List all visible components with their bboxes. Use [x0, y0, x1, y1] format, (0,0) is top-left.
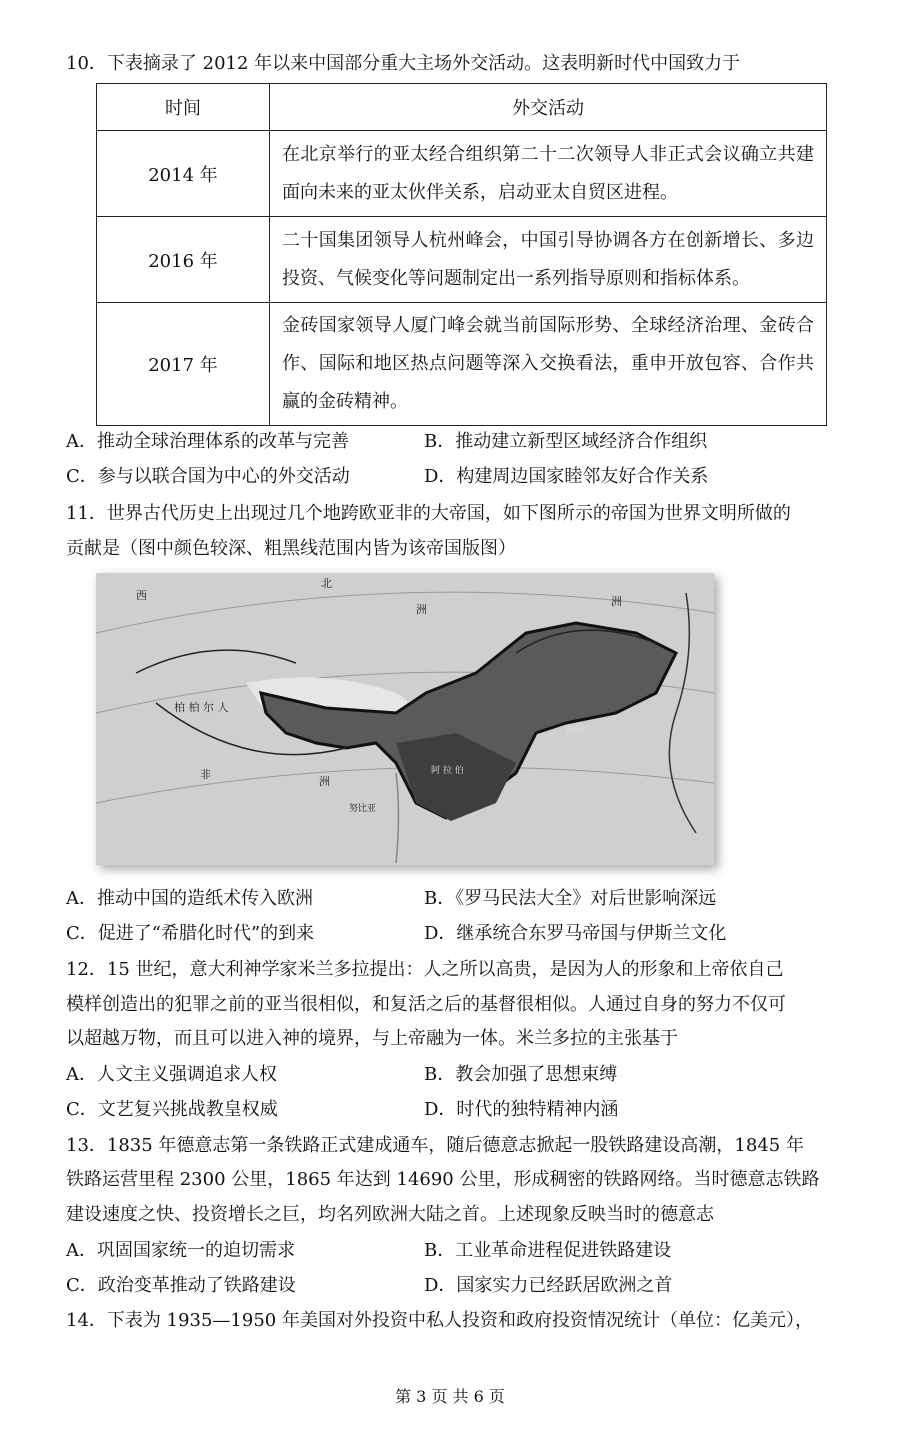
- q12-option-d: D．时代的独特精神内涵: [424, 1099, 619, 1120]
- q13-option-d: D．国家实力已经跃居欧洲之首: [424, 1275, 673, 1296]
- q12-option-c: C．文艺复兴挑战教皇权威: [66, 1099, 278, 1120]
- q13-line2: 铁路运营里程 2300 公里，1865 年达到 14690 公里，形成稠密的铁路网络。当时德意志铁路: [66, 1169, 820, 1190]
- table-row: [97, 303, 827, 426]
- q13-option-a: A．巩固国家统一的迫切需求: [66, 1240, 295, 1261]
- table-cell-year: 2017 年: [97, 303, 270, 426]
- q13-line3: 建设速度之快、投资增长之巨，均名列欧洲大陆之首。上述现象反映当时的德意志: [66, 1204, 714, 1225]
- q10-option-c: C．参与以联合国为中心的外交活动: [66, 466, 350, 487]
- q11-option-c: C．促进了“希腊化时代”的到来: [66, 923, 315, 944]
- map-label-nubia: 努比亚: [349, 804, 377, 814]
- q12-line3: 以超越万物，而且可以进入神的境界，与上帝融为一体。米兰多拉的主张基于: [66, 1028, 678, 1049]
- map-label-berber: 柏 柏 尔 人: [174, 701, 229, 714]
- table-cell-year: 2014 年: [97, 131, 270, 217]
- table-row: [97, 217, 827, 303]
- table-row: [97, 131, 827, 217]
- page-footer: 第 3 页 共 6 页: [395, 1387, 505, 1406]
- q13-line1: 13．1835 年德意志第一条铁路正式建成通车，随后德意志掀起一股铁路建设高潮，1845 年: [66, 1135, 804, 1156]
- q10-option-b: B．推动建立新型区域经济合作组织: [424, 431, 708, 452]
- q10-option-a: A．推动全球治理体系的改革与完善: [66, 431, 349, 452]
- table-cell-activity: 二十国集团领导人杭州峰会，中国引导协调各方在创新增长、多边投资、气候变化等问题制定出一系列指导原则和指标体系。: [270, 217, 827, 303]
- table-cell-year: 2016 年: [97, 217, 270, 303]
- q13-option-b: B．工业革命进程促进铁路建设: [424, 1240, 672, 1261]
- q11-option-a: A．推动中国的造纸术传入欧洲: [66, 888, 313, 909]
- empire-map-graphic: [96, 573, 714, 865]
- map-label-asia: 洲: [611, 595, 622, 608]
- q10-option-d: D．构建周边国家睦邻友好合作关系: [424, 466, 709, 487]
- q11-stem-line2: 贡献是（图中颜色较深、粗黑线范围内皆为该帝国版图）: [66, 538, 516, 559]
- map-label-africa2: 洲: [319, 775, 330, 788]
- table-cell-activity: 金砖国家领导人厦门峰会就当前国际形势、全球经济治理、金砖合作、国际和地区热点问题等深入交换看法，重申开放包容、合作共赢的金砖精神。: [270, 303, 827, 426]
- q11-option-b: B．《罗马民法大全》对后世影响深远: [424, 888, 717, 909]
- empire-map: [96, 573, 714, 865]
- q10-table: [96, 83, 827, 426]
- map-label-europe: 洲: [416, 603, 427, 616]
- table-header-row: [97, 84, 827, 131]
- q10-stem: 10．下表摘录了 2012 年以来中国部分重大主场外交活动。这表明新时代中国致力于: [66, 53, 741, 74]
- map-label-arabia: 阿 拉 伯: [431, 766, 464, 776]
- q12-line1: 12．15 世纪，意大利神学家米兰多拉提出：人之所以高贵，是因为人的形象和上帝依自己: [66, 959, 784, 980]
- q12-line2: 模样创造出的犯罪之前的亚当很相似，和复活之后的基督很相似。人通过自身的努力不仅可: [66, 994, 786, 1015]
- q13-option-c: C．政治变革推动了铁路建设: [66, 1275, 296, 1296]
- table-header-time: 时间: [97, 84, 270, 131]
- q11-stem-line1: 11．世界古代历史上出现过几个地跨欧亚非的大帝国，如下图所示的帝国为世界文明所做的: [66, 503, 791, 524]
- table-cell-activity: 在北京举行的亚太经合组织第二十二次领导人非正式会议确立共建面向未来的亚太伙伴关系，启动亚太自贸区进程。: [270, 131, 827, 217]
- table-header-activity: 外交活动: [270, 84, 827, 131]
- map-label-atlantic: 西: [136, 589, 147, 602]
- map-label-africa: 非: [200, 768, 211, 781]
- q11-option-d: D．继承统合东罗马帝国与伊斯兰文化: [424, 923, 727, 944]
- q12-option-b: B．教会加强了思想束缚: [424, 1064, 618, 1085]
- map-label-afghan: 阿富汗: [566, 726, 594, 736]
- q14-stem: 14．下表为 1935—1950 年美国对外投资中私人投资和政府投资情况统计（单位：亿美元），: [66, 1310, 813, 1331]
- map-label-europe-top: 北: [321, 577, 332, 590]
- q12-option-a: A．人文主义强调追求人权: [66, 1064, 277, 1085]
